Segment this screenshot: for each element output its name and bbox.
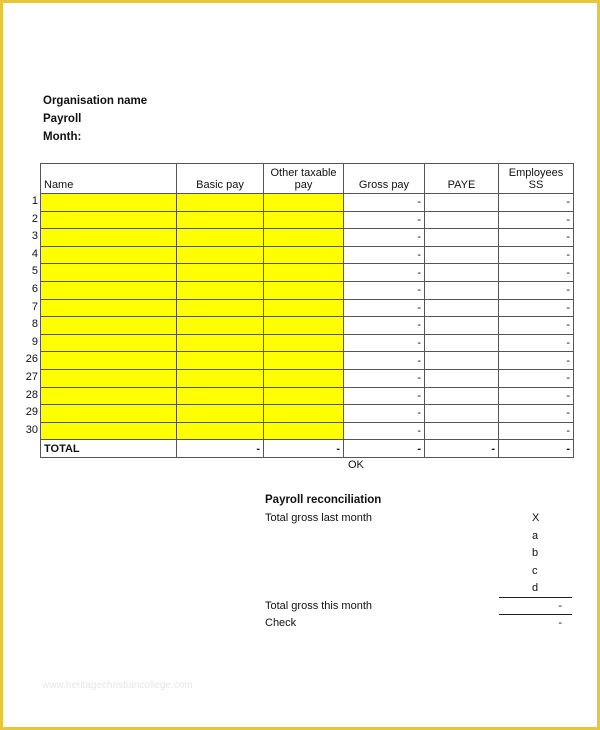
row-number: 8 [31, 318, 38, 331]
gross-pay-cell: - [344, 281, 425, 299]
total-value: - [264, 440, 344, 458]
employees-ss-cell: - [499, 194, 574, 212]
row-number: 26 [25, 353, 38, 366]
row-numbers [20, 193, 38, 439]
employees-ss-cell: - [499, 405, 574, 423]
total-gross-last-month: Total gross last month [265, 512, 372, 524]
basic-pay-cell[interactable] [177, 387, 264, 405]
gross-pay-cell: - [344, 387, 425, 405]
employees-ss-cell: - [499, 281, 574, 299]
total-value: - [499, 440, 574, 458]
paye-cell [425, 264, 499, 282]
other-pay-cell[interactable] [264, 405, 344, 423]
paye-cell [425, 422, 499, 440]
other-pay-cell[interactable] [264, 352, 344, 370]
table-row [41, 334, 574, 352]
employees-ss-cell: - [499, 211, 574, 229]
total-this-month-value: - [558, 600, 562, 612]
reconciliation-item: d [532, 582, 539, 594]
basic-pay-cell[interactable] [177, 229, 264, 247]
other-pay-cell[interactable] [264, 229, 344, 247]
column-header: Name [41, 164, 177, 194]
name-cell[interactable] [41, 387, 177, 405]
table-row [41, 352, 574, 370]
employees-ss-cell: - [499, 299, 574, 317]
basic-pay-cell[interactable] [177, 369, 264, 387]
other-pay-cell[interactable] [264, 334, 344, 352]
other-pay-cell[interactable] [264, 299, 344, 317]
name-cell[interactable] [41, 299, 177, 317]
name-cell[interactable] [41, 211, 177, 229]
row-number: 7 [31, 300, 38, 313]
payroll-table [40, 163, 574, 458]
row-number: 6 [31, 282, 38, 295]
total-value: - [425, 440, 499, 458]
basic-pay-cell[interactable] [177, 246, 264, 264]
basic-pay-cell[interactable] [177, 264, 264, 282]
gross-pay-cell: - [344, 264, 425, 282]
employees-ss-cell: - [499, 334, 574, 352]
reconciliation-item: X [532, 512, 540, 524]
basic-pay-cell[interactable] [177, 281, 264, 299]
check-rule [499, 614, 572, 615]
row-number: 28 [25, 388, 38, 401]
total-value: - [344, 440, 425, 458]
column-header: Other taxable pay [264, 164, 344, 194]
ok-indicator: OK [348, 459, 364, 471]
paye-cell [425, 246, 499, 264]
basic-pay-cell[interactable] [177, 194, 264, 212]
gross-pay-cell: - [344, 317, 425, 335]
paye-cell [425, 369, 499, 387]
basic-pay-cell[interactable] [177, 317, 264, 335]
table-row [41, 369, 574, 387]
org-name: Organisation name [43, 95, 148, 107]
name-cell[interactable] [41, 194, 177, 212]
check-label: Check [265, 617, 297, 629]
name-cell[interactable] [41, 317, 177, 335]
row-number: 9 [31, 335, 38, 348]
table-row [41, 246, 574, 264]
reconciliation-title: Payroll reconciliation [265, 494, 382, 506]
column-header: Employees SS [499, 164, 574, 194]
name-cell[interactable] [41, 264, 177, 282]
row-number: 2 [31, 212, 38, 225]
payroll-title: Payroll [43, 113, 82, 125]
table-row [41, 229, 574, 247]
total-value: - [177, 440, 264, 458]
employees-ss-cell: - [499, 369, 574, 387]
paye-cell [425, 194, 499, 212]
employees-ss-cell: - [499, 422, 574, 440]
employees-ss-cell: - [499, 387, 574, 405]
row-number: 1 [31, 195, 38, 207]
reconciliation-item: b [532, 547, 539, 559]
paye-cell [425, 317, 499, 335]
table-row [41, 299, 574, 317]
table-row [41, 405, 574, 423]
employees-ss-cell: - [499, 264, 574, 282]
gross-pay-cell: - [344, 194, 425, 212]
paye-cell [425, 229, 499, 247]
total-gross-this-month: Total gross this month [265, 600, 372, 612]
paye-cell [425, 387, 499, 405]
name-cell[interactable] [41, 281, 177, 299]
gross-pay-cell: - [344, 405, 425, 423]
other-pay-cell[interactable] [264, 281, 344, 299]
employees-ss-cell: - [499, 317, 574, 335]
month-label: Month: [43, 131, 82, 143]
row-number: 29 [25, 406, 38, 419]
name-cell[interactable] [41, 229, 177, 247]
reconciliation-item: c [532, 564, 538, 577]
table-row [41, 264, 574, 282]
paye-cell [425, 211, 499, 229]
basic-pay-cell[interactable] [177, 422, 264, 440]
check-value: - [558, 617, 562, 629]
basic-pay-cell[interactable] [177, 352, 264, 370]
paye-cell [425, 405, 499, 423]
basic-pay-cell[interactable] [177, 334, 264, 352]
table-row [41, 317, 574, 335]
paye-cell [425, 281, 499, 299]
gross-pay-cell: - [344, 334, 425, 352]
table-row [41, 281, 574, 299]
basic-pay-cell[interactable] [177, 299, 264, 317]
basic-pay-cell[interactable] [177, 211, 264, 229]
other-pay-cell[interactable] [264, 194, 344, 212]
paye-cell [425, 299, 499, 317]
row-number: 27 [25, 370, 38, 383]
row-number: 30 [25, 423, 38, 436]
gross-pay-cell: - [344, 352, 425, 370]
gross-pay-cell: - [344, 369, 425, 387]
table-row [41, 422, 574, 440]
basic-pay-cell[interactable] [177, 405, 264, 423]
employees-ss-cell: - [499, 352, 574, 370]
paye-cell [425, 334, 499, 352]
name-cell[interactable] [41, 246, 177, 264]
gross-pay-cell: - [344, 246, 425, 264]
other-pay-cell[interactable] [264, 422, 344, 440]
row-number: 4 [31, 247, 38, 260]
paye-cell [425, 352, 499, 370]
total-row [41, 440, 574, 458]
gross-pay-cell: - [344, 229, 425, 247]
other-pay-cell[interactable] [264, 211, 344, 229]
row-number: 3 [31, 230, 38, 243]
other-pay-cell[interactable] [264, 387, 344, 405]
watermark: www.heritagechristiancollege.com [42, 680, 193, 691]
name-cell[interactable] [41, 422, 177, 440]
other-pay-cell[interactable] [264, 369, 344, 387]
reconciliation-item: a [532, 529, 539, 542]
name-cell[interactable] [41, 405, 177, 423]
column-header: Gross pay [344, 164, 425, 194]
employees-ss-cell: - [499, 246, 574, 264]
table-row [41, 387, 574, 405]
name-cell[interactable] [41, 369, 177, 387]
employees-ss-cell: - [499, 229, 574, 247]
other-pay-cell[interactable] [264, 264, 344, 282]
sum-rule [499, 597, 572, 598]
other-pay-cell[interactable] [264, 246, 344, 264]
column-header: PAYE [425, 164, 499, 194]
gross-pay-cell: - [344, 422, 425, 440]
gross-pay-cell: - [344, 211, 425, 229]
gross-pay-cell: - [344, 299, 425, 317]
column-header: Basic pay [177, 164, 264, 194]
row-number: 5 [31, 265, 38, 278]
name-cell[interactable] [41, 352, 177, 370]
table-header-row [41, 164, 574, 194]
table-row [41, 194, 574, 212]
other-pay-cell[interactable] [264, 317, 344, 335]
table-row [41, 211, 574, 229]
name-cell[interactable] [41, 334, 177, 352]
total-label: TOTAL [41, 440, 177, 458]
